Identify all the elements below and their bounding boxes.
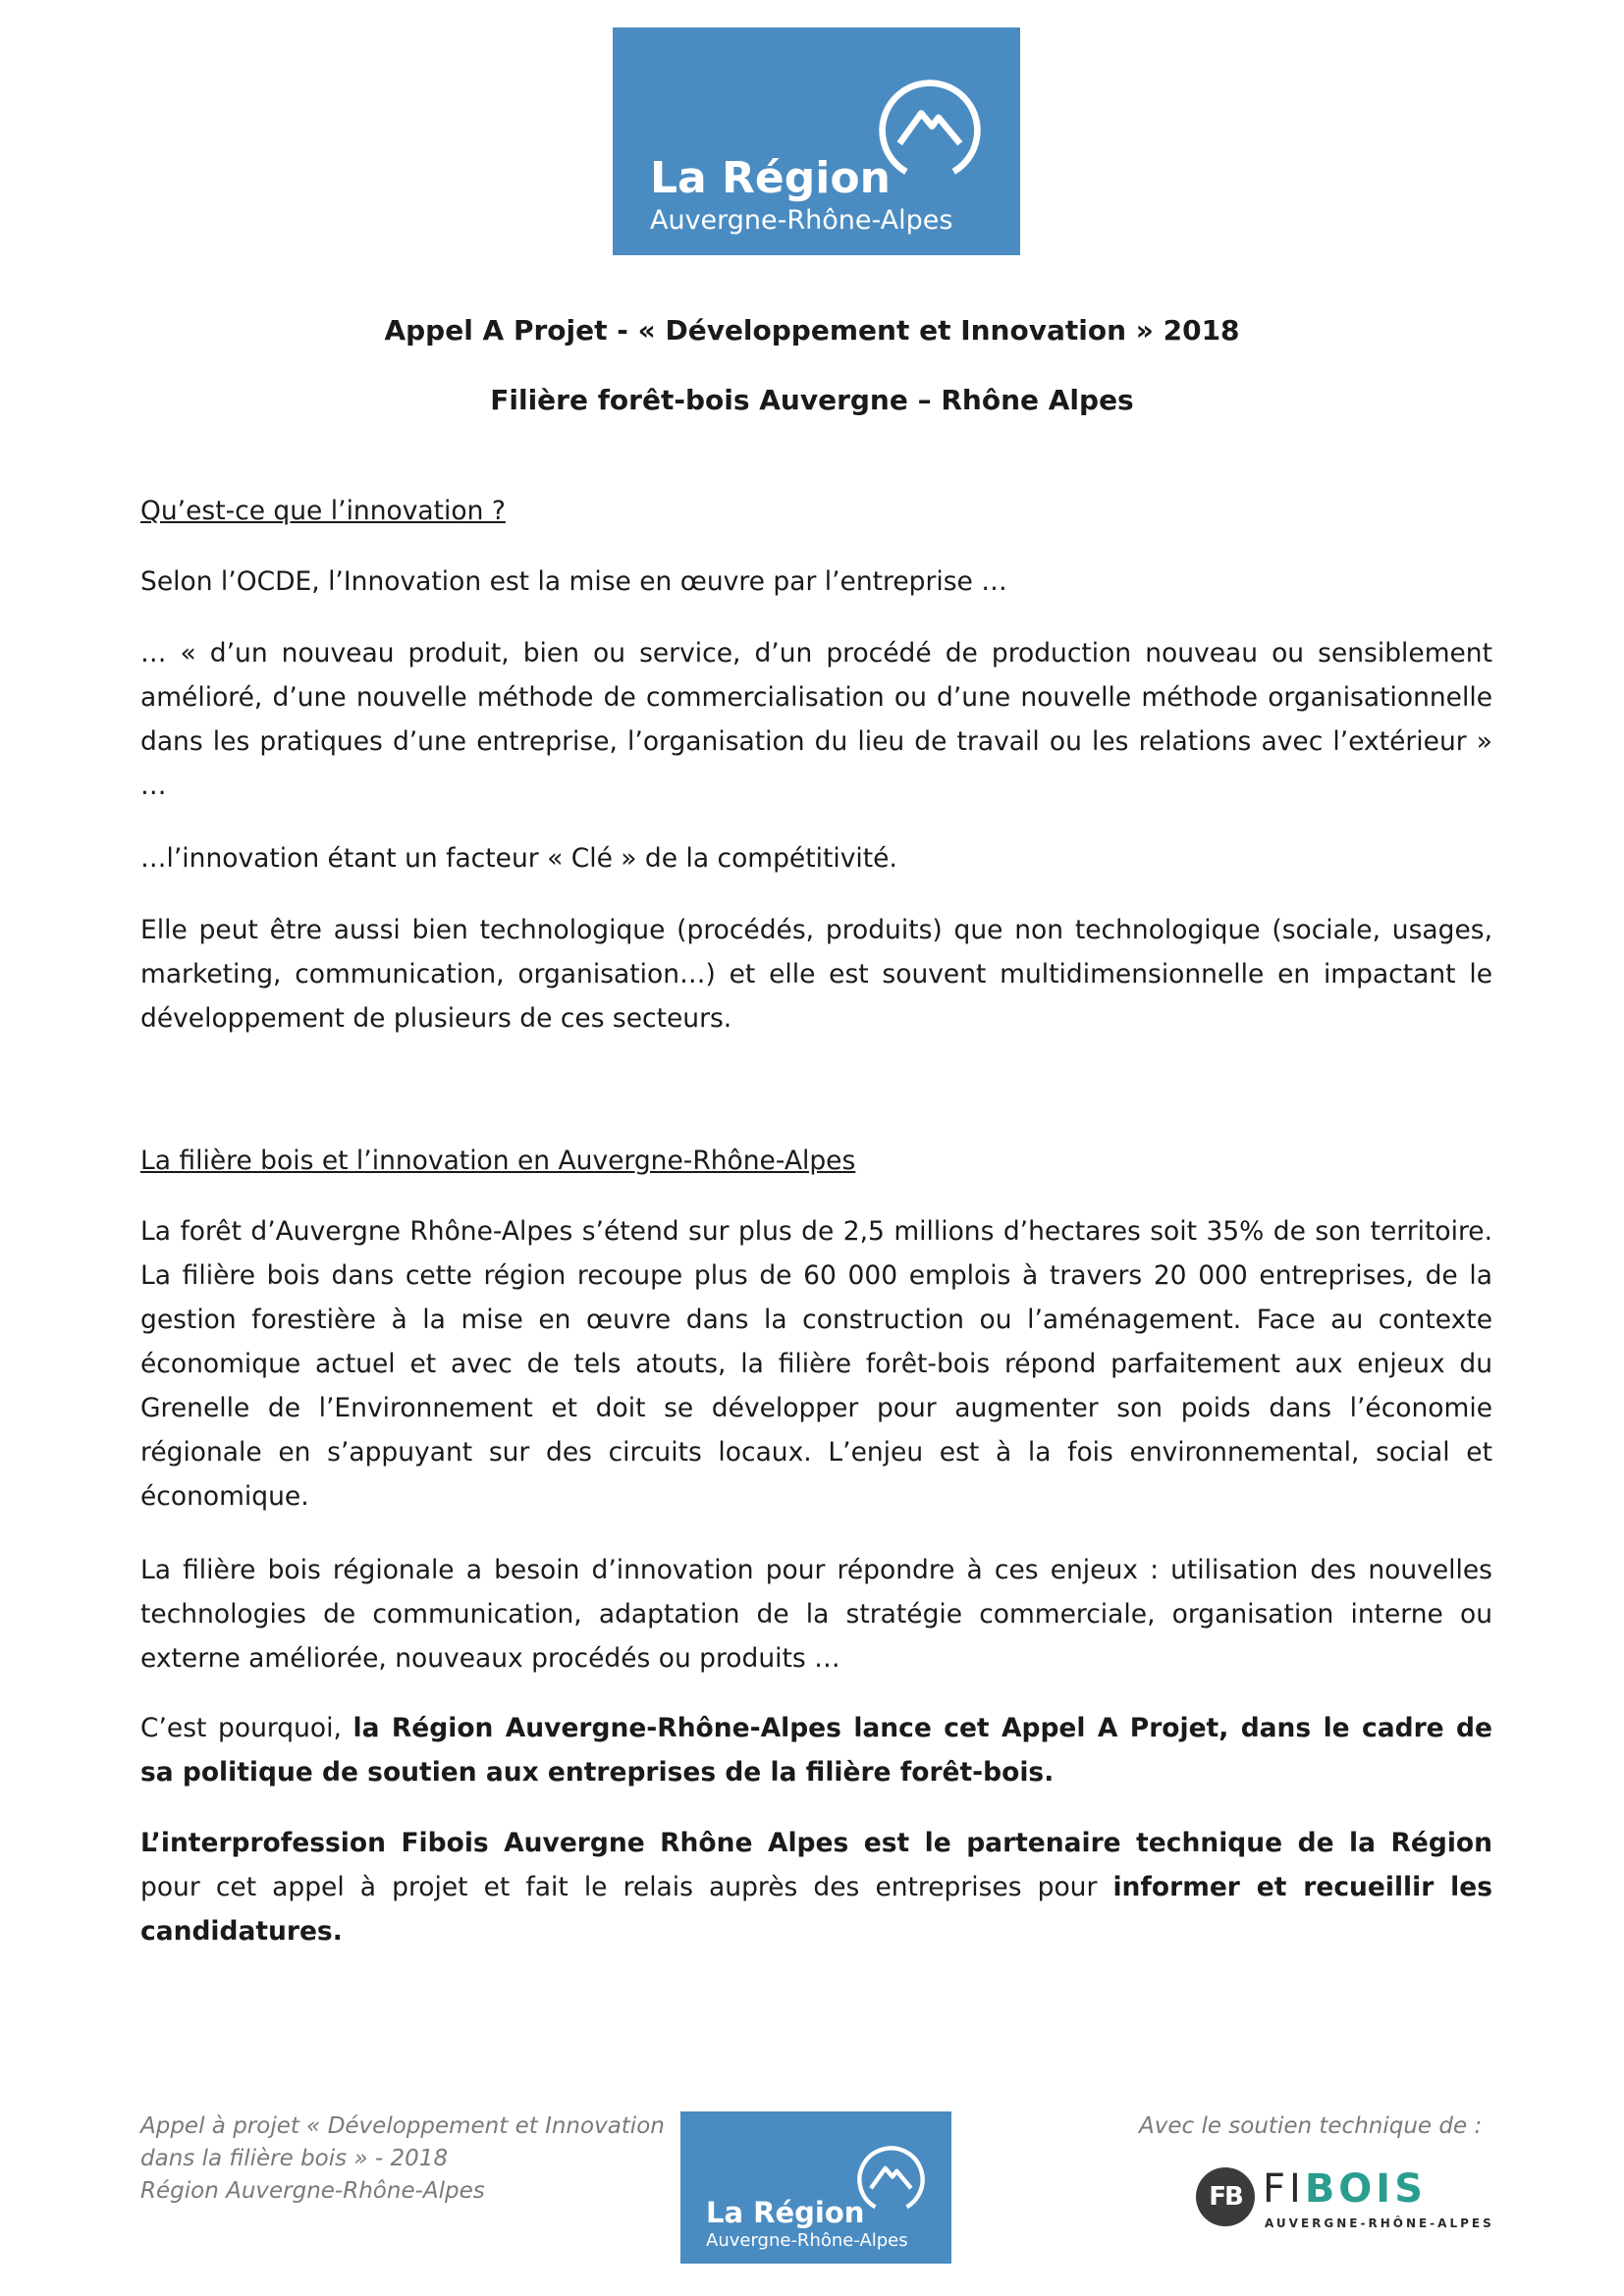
section-heading [140,489,1492,533]
footer-support-text: Avec le soutien technique de : [1139,2113,1483,2139]
logo-title: La Région [706,2196,865,2229]
logo-title: La Région [650,153,891,203]
paragraph-text: C’est pourquoi, [140,1713,353,1743]
fibois-wordmark [1263,2166,1427,2212]
logo-subtitle: Auvergne-Rhône-Alpes [650,205,953,236]
region-logo [613,27,1020,255]
fibois-logo [1196,2163,1494,2236]
paragraph [140,1706,1492,1794]
paragraph: Elle peut être aussi bien technologique (procédés, produits) que non technologique (sociale, usages, marketing, communication, organisation…) et elle est souvent multidimensionnelle en impactant le développement de plusieurs de ces secteurs. [140,915,1492,1034]
footer-reference [140,2110,690,2208]
paragraph: Selon l’OCDE, l’Innovation est la mise en œuvre par l’entreprise … [140,566,1007,597]
paragraph [140,1821,1492,1953]
footer-line: Appel à projet « Développement et Innovation [140,2113,665,2139]
paragraph-bold-text: la Région Auvergne-Rhône-Alpes lance cet Appel A Projet, dans le cadre de sa politique de soutien aux entreprises de la filière forêt-bois. [140,1713,1492,1788]
document-subtitle: Filière forêt-bois Auvergne – Rhône Alpes [490,384,1134,416]
mountain-emblem-icon [855,2144,927,2216]
paragraph-bold-text: informer et recueillir les candidatures. [140,1872,1492,1947]
fibois-subtitle: AUVERGNE-RHÔNE-ALPES [1265,2216,1494,2230]
paragraph-text: pour cet appel à projet et fait le relais auprès des entreprises pour [140,1872,1113,1902]
mountain-emblem-icon [876,77,984,185]
logo-subtitle: Auvergne-Rhône-Alpes [706,2230,908,2251]
fibois-fi: FI [1263,2166,1305,2212]
section-heading [140,1139,1492,1183]
paragraph: … « d’un nouveau produit, bien ou service, d’un procédé de production nouveau ou sensiblement amélioré, d’une nouvelle méthode de commercialisation ou d’une nouvelle méthode organisationnelle dans les pratiques d’une entreprise, l’organisation du lieu de travail ou les relations avec l’extérieur » … [140,638,1492,801]
region-logo-footer [680,2111,951,2264]
section-heading-text: Qu’est-ce que l’innovation ? [140,496,506,526]
footer-line: dans la filière bois » - 2018 [140,2146,449,2171]
paragraph-bold-text: L’interprofession Fibois Auvergne Rhône Alpes est le partenaire technique de la Région [140,1828,1492,1858]
paragraph: La forêt d’Auvergne Rhône-Alpes s’étend sur plus de 2,5 millions d’hectares soit 35% de son territoire. La filière bois dans cette région recoupe plus de 60 000 emplois à travers 20 000 entreprises, de la gestion forestière à la mise en œuvre dans la construction ou l’aménagement. Face au contexte économique actuel et avec de tels atouts, la filière forêt-bois répond parfaitement aux enjeux du Grenelle de l’Environnement et doit se développer pour augmenter son poids dans l’économie régionale en s’appuyant sur des circuits locaux. L’enjeu est à la fois environnemental, social et économique. [140,1216,1492,1512]
paragraph: …l’innovation étant un facteur « Clé » de la compétitivité. [140,843,897,874]
footer-line: Région Auvergne-Rhône-Alpes [140,2178,485,2204]
fibois-bois: BOIS [1304,2166,1427,2212]
section-heading-text: La filière bois et l’innovation en Auvergne-Rhône-Alpes [140,1146,856,1176]
document-title: Appel A Projet - « Développement et Innovation » 2018 [384,314,1240,347]
fibois-badge-icon: FB [1196,2167,1255,2226]
paragraph: La filière bois régionale a besoin d’innovation pour répondre à ces enjeux : utilisation des nouvelles technologies de communication, adaptation de la stratégie commerciale, organisation interne ou externe améliorée, nouveaux procédés ou produits … [140,1555,1492,1674]
